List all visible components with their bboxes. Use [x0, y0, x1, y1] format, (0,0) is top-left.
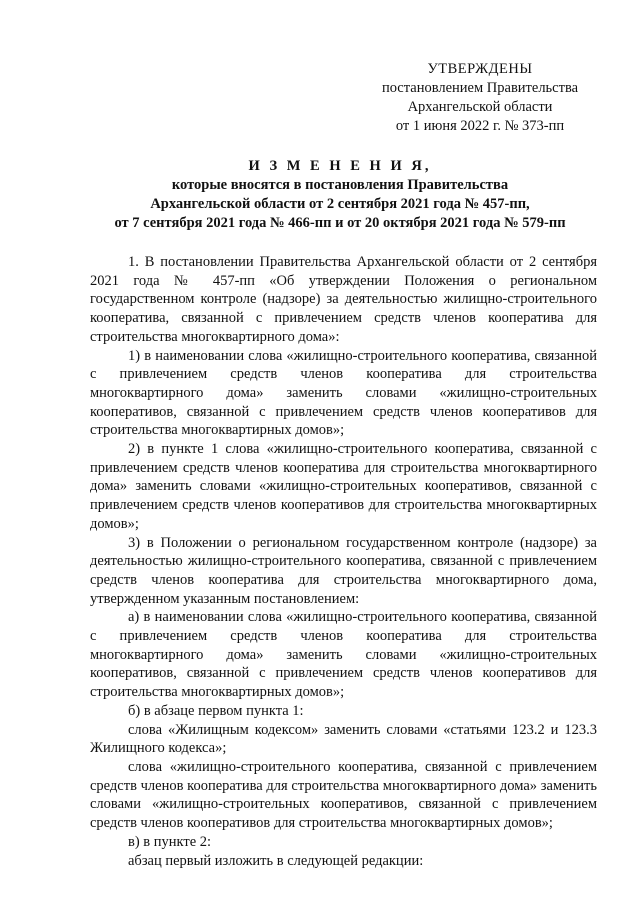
- paragraph: слова «Жилищным кодексом» заменить словами «статьями 123.2 и 123.3 Жилищного кодекса»;: [90, 721, 597, 757]
- document-body: [90, 253, 597, 870]
- paragraph: 2) в пункте 1 слова «жилищно-строительного кооператива, связанной с привлечением средств членов кооператива для строительства многоквартирного дома» заменить словами «жилищно-строительных кооперативов, связанной с привлечением средств членов кооперативов для строительства многоквартирных домов»;: [90, 441, 597, 532]
- approval-block: [340, 60, 620, 136]
- approval-line: Архангельской области: [407, 99, 553, 115]
- heading-line: от 7 сентября 2021 года № 466-пп и от 20 октября 2021 года № 579-пп: [114, 215, 566, 231]
- paragraph: 1) в наименовании слова «жилищно-строительного кооператива, связанной с привлечением средств членов кооператива для строительства многоквартирного дома» заменить словами «жилищно-строительных кооперативов, связанной с привлечением средств членов кооперативов для строительства многоквартирных домов»;: [90, 347, 597, 439]
- document-heading: [60, 157, 620, 233]
- paragraph: 3) в Положении о региональном государственном контроле (надзоре) за деятельностью жилищно-строительного кооператива, связанной с привлечением средств членов кооператива для строительства многоквартирного дома, утвержденном указанным постановлением:: [90, 534, 597, 607]
- heading-line: которые вносятся в постановления Правительства: [171, 177, 509, 193]
- paragraph: абзац первый изложить в следующей редакции:: [128, 852, 424, 869]
- paragraph: слова «жилищно-строительного кооператива, связанной с привлечением средств членов кооператива для строительства многоквартирного дома» заменить словами «жилищно-строительных кооперативов, связанной с привлечением средств членов кооперативов для строительства многоквартирных домов»;: [90, 758, 597, 832]
- approval-line: постановлением Правительства: [381, 80, 579, 96]
- paragraph: а) в наименовании слова «жилищно-строительного кооператива, связанной с привлечением средств членов кооператива для строительства многоквартирного дома» заменить словами «жилищно-строительных кооперативов, связанной с привлечением средств членов кооперативов для строительства многоквартирных домов»;: [90, 609, 597, 701]
- paragraph: б) в абзаце первом пункта 1:: [128, 702, 304, 719]
- approval-title: УТВЕРЖДЕНЫ: [427, 61, 533, 77]
- paragraph: в) в пункте 2:: [128, 833, 212, 850]
- heading-title: И З М Е Н Е Н И Я,: [248, 158, 432, 174]
- approval-line: от 1 июня 2022 г. № 373-пп: [395, 118, 565, 134]
- paragraph: 1. В постановлении Правительства Архангельской области от 2 сентября 2021 года № 457-пп «Об утверждении Положения о региональном государственном контроле (надзоре) за деятельностью жилищно-строительного кооператива, связанной с привлечением средств членов кооператива для строительства многоквартирного дома»:: [90, 254, 597, 345]
- heading-line: Архангельской области от 2 сентября 2021 года № 457-пп,: [150, 196, 530, 212]
